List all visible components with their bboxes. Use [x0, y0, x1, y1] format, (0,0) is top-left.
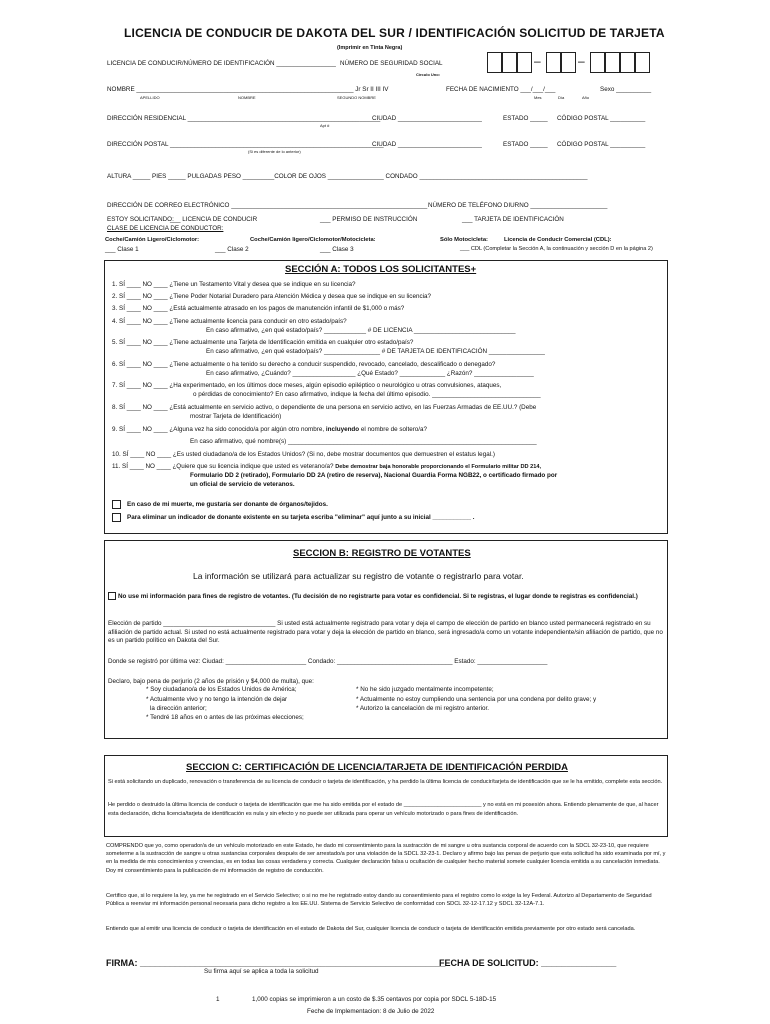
ssn-digit-box[interactable]: [635, 52, 650, 73]
voter-optout[interactable]: [108, 592, 663, 601]
declaration-left-1: * Soy ciudadano/a de los Estados Unidos de América;: [146, 686, 297, 693]
question-9-followup[interactable]: En caso afirmativo, qué nombre(s) _______________________________________________________________________: [190, 438, 537, 445]
question-9[interactable]: [112, 426, 427, 433]
residential-state-field[interactable]: ESTADO _____: [503, 115, 548, 122]
circle-one-label: Círculo Uno:: [416, 72, 440, 77]
question-6[interactable]: 6. SÍ ____ NO ____ ¿Tiene actualmente o ha tenido su derecho a conducir suspendido, revocado, cancelado, descalificado o denegado?: [112, 361, 496, 368]
question-11-line2: Formulario DD 2 (retirado), Formulario DD 2A (retiro de reserva), Nacional Guardia Forma NGB22, o certificado firmado por: [190, 472, 558, 479]
class-header-4: Licencia de Conducir Comercial (CDL):: [504, 237, 612, 243]
postal-address-field[interactable]: DIRECCIÓN POSTAL _____________________________________________________________: [107, 141, 384, 148]
ssn-digit-box[interactable]: [620, 52, 635, 73]
declaration-left-4: * Tendré 18 años en o antes de las próximas elecciones;: [146, 714, 304, 721]
section-c-intro: Si está solicitando un duplicado, renovación o transferencia de su licencia de conducir o tarjeta de identificación, y ha perdido la última licencia de conducir/tarjeta de identificación que se le ha emitido, complete esta sección.: [108, 779, 663, 785]
postal-city-field[interactable]: CIUDAD ________________________: [372, 141, 482, 148]
dob-field[interactable]: FECHA DE NACIMIENTO ___/___/___: [446, 86, 556, 93]
last-registered-field[interactable]: Donde se registró por última vez: Ciudad: _______________________ Condado: _________________________________ Estado: ____________________: [108, 658, 548, 665]
ssn-digit-box[interactable]: [605, 52, 620, 73]
sub-year: Año: [582, 95, 590, 100]
remove-donor-label: Para eliminar un indicador de donante existente en su tarjeta escriba "eliminar" aquí junto a su inicial ___________ .: [127, 514, 475, 522]
donor-label: En caso de mi muerte, me gustaría ser donante de órganos/tejidos.: [127, 501, 328, 509]
sex-field[interactable]: Sexo __________: [600, 86, 652, 93]
application-date-field[interactable]: FECHA DE SOLICITUD: _______________: [439, 958, 617, 968]
page-title: LICENCIA DE CONDUCIR DE DAKOTA DEL SUR / IDENTIFICACIÓN SOLICITUD DE TARJETA: [124, 26, 665, 40]
declaration-left-3: la dirección anterior;: [150, 705, 207, 712]
legal-consent: COMPRENDO que yo, como operador/a de un vehículo motorizado en este Estado, he dado mi consentimiento para la sustracción de mi sangre u otra sustancia corporal de acuerdo con la SDCL 32-23-10, que requiere someterme a la sustracción de sangre u otras sustancias corporales después de ser arrestado/a por una violación de la SDCL 32-23-1. Declaro y afirmo bajo las penas de perjurio que esta solicitud ha sido examinada por mí, y en la medida de mis conocimientos y creencias, es en todas las cosas verdadera y correcta. Cualquier declaración falsa u ocultación de cualquier hecho material somete cualquier licencia emitida a su cancelación inmediata. Doy mi consentimiento para la publicación de mi información de registro de conducción.: [106, 843, 666, 874]
sub-first-name: NOMBRE: [238, 95, 256, 100]
checkbox-icon[interactable]: [108, 592, 116, 600]
question-11-line3: un oficial de servicio de veteranos.: [190, 481, 295, 488]
perjury-statement: Declaro, bajo pena de perjurio (2 años de prisión y $4,000 de multa), que:: [108, 678, 314, 685]
cancellation-notice: Entiendo que al emitir una licencia de conducir o tarjeta de identificación en el estado de Dakota del Sur, cualquier licencia de conducir o tarjeta de identificación emitida previamente por otro estado será cancelada.: [106, 926, 636, 932]
class-2-option[interactable]: ___ Clase 2: [215, 246, 249, 253]
question-9-text: 9. SÍ ____ NO ____ ¿Alguna vez ha sido conocido/a por algún otro nombre,: [112, 426, 325, 433]
question-8[interactable]: 8. SÍ ____ NO ____ ¿Está actualmente en servicio activo, o dependiente de una persona en servicio activo, en las Fuerzas Armadas de EE.UU.? (Debe: [112, 404, 537, 411]
ssn-dash: –: [578, 54, 585, 68]
question-5-followup[interactable]: En caso afirmativo, ¿en qué estado/país? ________________ # DE TARJETA DE IDENTIFICACIÓN ________________: [206, 348, 545, 355]
question-1[interactable]: 1. SÍ ____ NO ____ ¿Tiene un Testamento Vital y desea que se indique en su licencia?: [112, 281, 356, 288]
ssn-digit-box[interactable]: [517, 52, 532, 73]
page-subtitle: (Imprimir en Tinta Negra): [337, 45, 403, 51]
question-2[interactable]: 2. SÍ ____ NO ____ ¿Tiene Poder Notarial Duradero para Atención Médica y desea que se indique en su licencia?: [112, 293, 432, 300]
question-5[interactable]: 5. SÍ ____ NO ____ ¿Tiene actualmente una Tarjeta de Identificación emitida en cualquier otro estado/país?: [112, 339, 414, 346]
sub-day: Día: [558, 95, 565, 100]
question-9-text-end: el nombre de soltero/a?: [360, 426, 428, 433]
declaration-left-2: * Actualmente vivo y no tengo la intención de dejar: [146, 696, 288, 703]
ssn-digit-box[interactable]: [487, 52, 502, 73]
apt-label: Apt #: [320, 123, 330, 128]
print-copies-note: 1,000 copias se imprimieron a un costo de $.35 centavos por copia por SDCL 5-18D-15: [252, 996, 497, 1003]
physical-description-fields[interactable]: ALTURA _____ PIES _____ PULGADAS PESO _________COLOR DE OJOS ________________ CONDADO ________________________________________________: [107, 173, 588, 180]
license-number-field[interactable]: LICENCIA DE CONDUCIR/NÚMERO DE IDENTIFICACIÓN _________________: [107, 60, 336, 67]
declaration-right-3: * Autorizo la cancelación de mi registro anterior.: [356, 705, 490, 712]
ssn-label: NÚMERO DE SEGURIDAD SOCIAL: [340, 60, 443, 67]
question-11-bold: Debe demostrar baja honorable proporcionando el Formulario militar DD 214,: [335, 464, 542, 470]
implementation-date: Feche de Implementacion: 8 de Julio de 2022: [307, 1008, 435, 1015]
question-4-followup[interactable]: En caso afirmativo, ¿en qué estado/país? ____________ # DE LICENCIA _____________________________: [206, 327, 516, 334]
email-field[interactable]: DIRECCIÓN DE CORREO ELECTRÓNICO ________________________________________________________: [107, 202, 428, 209]
question-7-followup[interactable]: o pérdidas de conocimiento? En caso afirmativo, indique la fecha del último episodio. _______________________________: [193, 391, 541, 398]
class-header-3: Sólo Motocicleta:: [440, 237, 488, 243]
residential-address-field[interactable]: DIRECCIÓN RESIDENCIAL _______________________________________________________: [107, 115, 381, 122]
ssn-digit-box[interactable]: [561, 52, 576, 73]
ssn-dash: –: [534, 54, 541, 68]
license-class-label: CLASE DE LICENCIA DE CONDUCTOR:: [107, 225, 224, 232]
section-a-title: SECCIÓN A: TODOS LOS SOLICITANTES+: [285, 264, 477, 275]
question-3[interactable]: 3. SÍ ____ NO ____ ¿Está actualmente atrasado en los pagos de manutención infantil de $1,000 o más?: [112, 305, 405, 312]
apply-instruction-permit[interactable]: ___ PERMISO DE INSTRUCCIÓN: [320, 216, 418, 223]
declaration-right-2: * Actualmente no estoy cumpliendo una sentencia por una condena por delito grave; y: [356, 696, 597, 703]
sub-middle-name: SEGUNDO NOMBRE: [337, 95, 376, 100]
section-c-statement[interactable]: He perdido o destruido la última licencia de conducir o tarjeta de identificación que me ha sido emitida por el estado de _________________________ y no está en mi posesión ahora. Entiendo plenamente de que, al hacer esta declaración, dicha licencia/tarjeta de identificación es nula y sin efecto y no puede ser utilizada para operar un vehículo motorizado o para fines de identificación.: [108, 802, 659, 817]
declaration-right-1: * No he sido juzgado mentalmente incompetente;: [356, 686, 494, 693]
name-field[interactable]: NOMBRE ______________________________________________________________ Jr Sr II III IV: [107, 86, 389, 93]
question-7[interactable]: 7. SÍ ____ NO ____ ¿Ha experimentado, en los últimos doce meses, algún episodio epiléptico o neurológico u otras convulsiones, ataques,: [112, 382, 502, 389]
page-number: 1: [216, 996, 220, 1003]
checkbox-icon[interactable]: [112, 513, 121, 522]
apply-driver-license[interactable]: ___ LICENCIA DE CONDUCIR: [170, 216, 258, 223]
question-8-followup: mostrar Tarjeta de Identificación): [190, 413, 282, 420]
postal-note: (Si es diferente de lo anterior): [248, 149, 301, 154]
question-6-followup[interactable]: En caso afirmativo, ¿Cuándo? __________________ ¿Qué Estado? _____________ ¿Razón? _________________: [206, 370, 534, 377]
sub-last-name: APELLIDO: [140, 95, 160, 100]
postal-state-field[interactable]: ESTADO _____: [503, 141, 548, 148]
class-1-option[interactable]: ___ Clase 1: [105, 246, 139, 253]
question-9-bold: incluyendo: [325, 426, 360, 433]
applying-label: ESTOY SOLICITANDO:: [107, 216, 174, 223]
ssn-digit-box[interactable]: [546, 52, 561, 73]
signature-field[interactable]: FIRMA: _____________________________________________________________: [106, 958, 446, 968]
ssn-digit-box[interactable]: [590, 52, 605, 73]
question-11-text: 11. SÍ ____ NO ____ ¿Quiere que su licencia indique que usted es veterano/a?: [112, 463, 334, 470]
section-b-intro: La información se utilizará para actualizar su registro de votante o registrarlo para votar.: [193, 571, 524, 581]
residential-city-field[interactable]: CIUDAD ________________________: [372, 115, 482, 122]
question-4[interactable]: 4. SÍ ____ NO ____ ¿Tiene actualmente licencia para conducir en otro estado/país?: [112, 318, 347, 325]
selective-service: Certifico que, si lo requiere la ley, ya me he registrado en el Servicio Selectivo; o si no me he registrado estoy dando su consentimiento para el registro como lo exige la ley Federal. Autorizo al Departamento de Seguridad Pública a reenviar mi información personal necesaria para dicho registro a los EE.UU. Sistema de Servicio Selectivo de conformidad con SDCL 32-12-17.12 y SDCL 32-12A-7.1.: [106, 893, 652, 908]
donor-option[interactable]: [112, 500, 328, 509]
party-choice[interactable]: Elección de partido ________________________________ Si usted está actualmente registrado para votar y deja el campo de elección de partido en blanco usted permanecerá registrado en su afiliación de partido actual. Si usted no está actualmente registrado para votar y deja la elección de partido en blanco, será ingresado/a como un votante independiente/sin afiliación de partido, que no es un partido político en Dakota del Sur.: [108, 620, 663, 644]
phone-field[interactable]: NÚMERO DE TELÉFONO DIURNO ______________________: [428, 202, 608, 209]
question-10[interactable]: 10. SÍ ____ NO ____ ¿Es usted ciudadano/a de los Estados Unidos? (Si no, debe mostrar documentos que demuestren el estatus legal.): [112, 451, 495, 458]
sub-month: Mes: [534, 95, 542, 100]
postal-zip-field[interactable]: CÓDIGO POSTAL __________: [557, 141, 646, 148]
section-c-title: SECCION C: CERTIFICACIÓN DE LICENCIA/TARJETA DE IDENTIFICACIÓN PERDIDA: [186, 762, 568, 773]
residential-zip-field[interactable]: CÓDIGO POSTAL __________: [557, 115, 646, 122]
signature-note: Su firma aquí se aplica a toda la solicitud: [204, 968, 319, 975]
remove-donor-option[interactable]: [112, 513, 475, 522]
apply-id-card[interactable]: ___ TARJETA DE IDENTIFICACIÓN: [462, 216, 564, 223]
ssn-digit-box[interactable]: [502, 52, 517, 73]
checkbox-icon[interactable]: [112, 500, 121, 509]
class-3-option[interactable]: ___ Clase 3: [320, 246, 354, 253]
class-header-1: Coche/Camión Ligero/Ciclomotor:: [105, 237, 200, 243]
section-b-title: SECCION B: REGISTRO DE VOTANTES: [293, 548, 471, 559]
voter-optout-label: No use mi información para fines de registro de votantes. (Tu decisión de no registrarte para votar es confidencial. Si te registras, el lugar donde te registras es confidencial.): [118, 593, 638, 600]
cdl-option[interactable]: ___ CDL (Completar la Sección A, la continuación y sección D en la página 2): [460, 246, 653, 252]
class-header-2: Coche/Camión ligero/Ciclomotor/Motocicleta:: [250, 237, 376, 243]
question-11[interactable]: [112, 463, 541, 470]
